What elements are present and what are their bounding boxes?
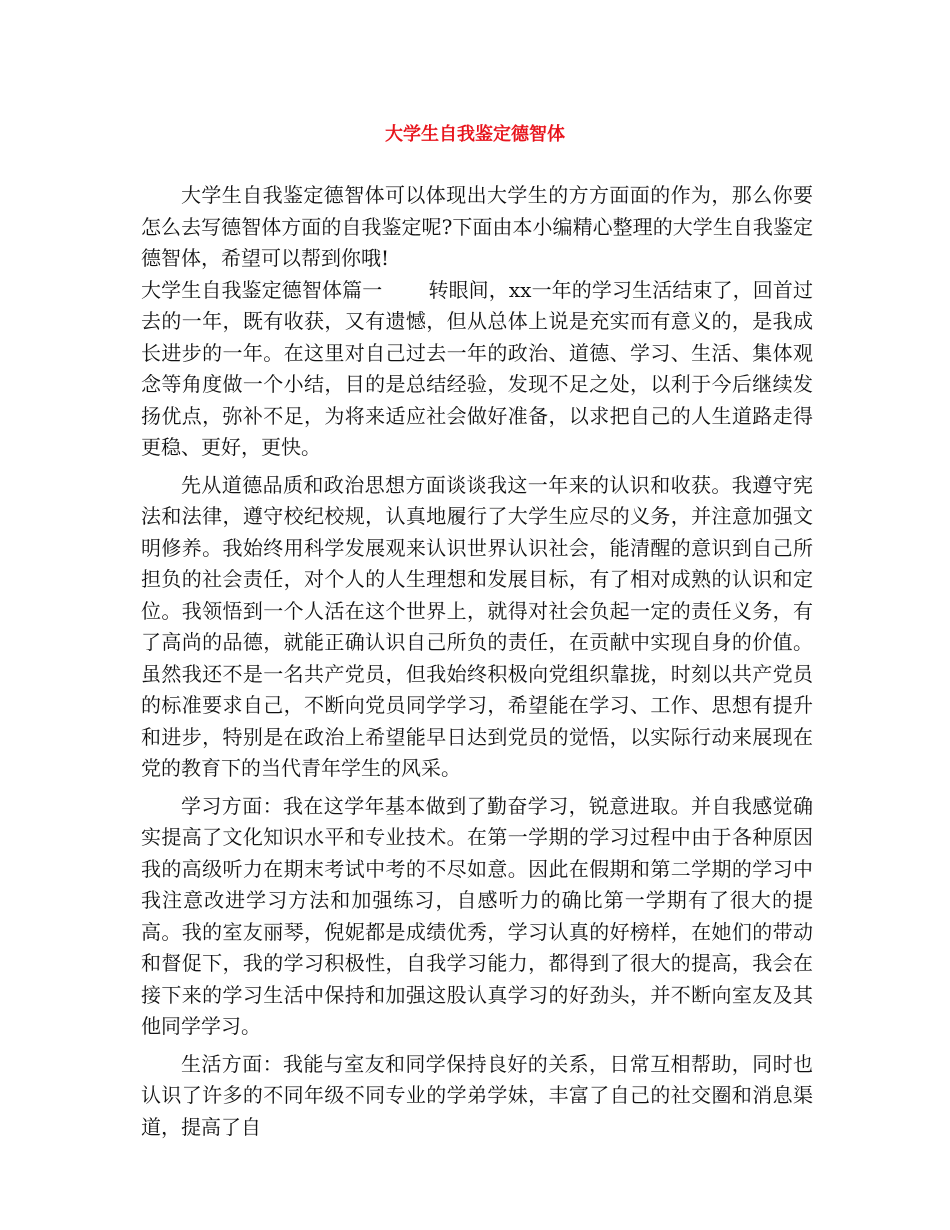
intro-paragraph: 大学生自我鉴定德智体可以体现出大学生的方方面面的作为，那么你要怎么去写德智体方面的自我鉴定呢?下面由本小编精心整理的大学生自我鉴定德智体，希望可以帮到你哦! xyxy=(141,183,813,270)
document-body xyxy=(141,180,813,1143)
section-first-text: 转眼间，xx一年的学习生活结束了，回首过去的一年，既有收获，又有遗憾，但从总体上说是充实而有意义的，是我成长进步的一年。在这里对自己过去一年的政治、道德、学习、生活、集体观念等角度做一个小结，目的是总结经验，发现不足之处，以利于今后继续发扬优点，弥补不足，为将来适应社会做好准备，以求把自己的人生道路走得更稳、更好，更快。 xyxy=(141,277,814,459)
section-heading: 大学生自我鉴定德智体篇一 xyxy=(141,277,383,302)
section-one-paragraph xyxy=(141,275,813,464)
body-paragraph: 学习方面：我在这学年基本做到了勤奋学习，锐意进取。并自我感觉确实提高了文化知识水平和专业技术。在第一学期的学习过程中由于各种原因我的高级听力在期末考试中考的不尽如意。因此在假期和第二学期的学习中我注意改进学习方法和加强练习，自感听力的确比第一学期有了很大的提高。我的室友丽琴，倪妮都是成绩优秀，学习认真的好榜样，在她们的带动和督促下，我的学习积极性，自我学习能力，都得到了很大的提高，我会在接下来的学习生活中保持和加强这股认真学习的好劲头，并不断向室友及其他同学学习。 xyxy=(141,793,813,1038)
body-paragraph: 生活方面：我能与室友和同学保持良好的关系，日常互相帮助，同时也认识了许多的不同年级不同专业的学弟学妹，丰富了自己的社交圈和消息渠道，提高了自 xyxy=(141,1051,813,1139)
body-paragraph: 先从道德品质和政治思想方面谈谈我这一年来的认识和收获。我遵守宪法和法律，遵守校纪校规，认真地履行了大学生应尽的义务，并注意加强文明修养。我始终用科学发展观来认识世界认识社会，能清醒的意识到自己所担负的社会责任，对个人的人生理想和发展目标，有了相对成熟的认识和定位。我领悟到一个人活在这个世界上，就得对社会负起一定的责任义务，有了高尚的品德，就能正确认识自己所负的责任，在贡献中实现自身的价值。虽然我还不是一名共产党员，但我始终积极向党组织靠拢，时刻以共产党员的标准要求自己，不断向党员同学学习，希望能在学习、工作、思想有提升和进步，特别是在政治上希望能早日达到党员的觉悟，以实际行动来展现在党的教育下的当代青年学生的风采。 xyxy=(141,472,813,780)
document-title: 大学生自我鉴定德智体 xyxy=(385,124,565,145)
